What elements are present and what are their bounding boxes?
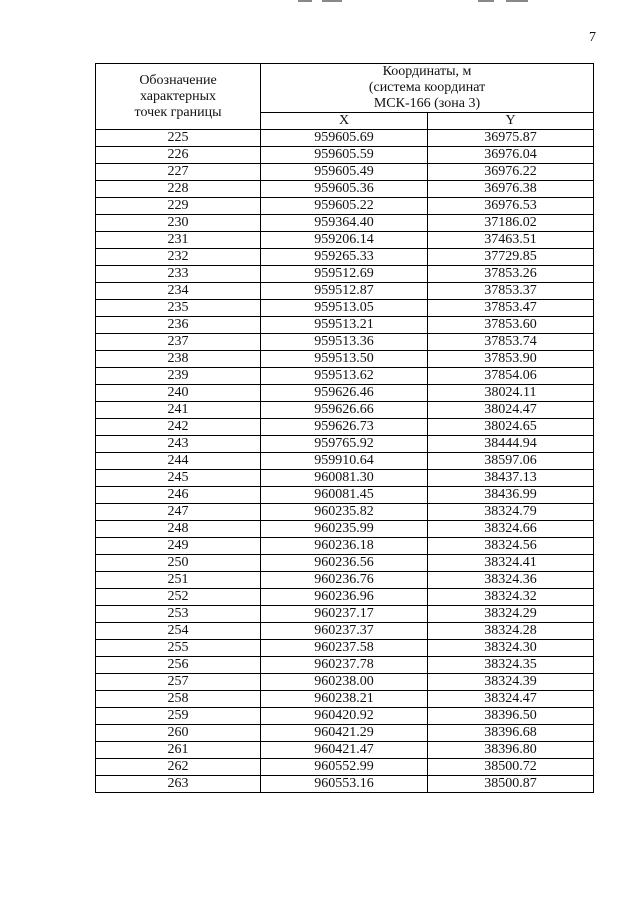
point-cell: 254 xyxy=(96,623,261,640)
point-cell: 245 xyxy=(96,470,261,487)
table-row xyxy=(96,572,594,589)
point-cell: 244 xyxy=(96,453,261,470)
y-cell: 38024.47 xyxy=(428,402,594,419)
x-cell: 960235.99 xyxy=(261,521,428,538)
table-row xyxy=(96,606,594,623)
table-row xyxy=(96,640,594,657)
point-cell: 239 xyxy=(96,368,261,385)
table-row xyxy=(96,725,594,742)
point-cell: 237 xyxy=(96,334,261,351)
table-row xyxy=(96,402,594,419)
y-cell: 38324.36 xyxy=(428,572,594,589)
table-row xyxy=(96,470,594,487)
x-cell: 960237.78 xyxy=(261,657,428,674)
point-cell: 229 xyxy=(96,198,261,215)
table-row xyxy=(96,300,594,317)
y-cell: 37854.06 xyxy=(428,368,594,385)
point-cell: 240 xyxy=(96,385,261,402)
top-scan-marks xyxy=(0,0,640,6)
point-cell: 259 xyxy=(96,708,261,725)
point-cell: 233 xyxy=(96,266,261,283)
x-cell: 959605.69 xyxy=(261,130,428,147)
y-cell: 37853.26 xyxy=(428,266,594,283)
y-cell: 36976.38 xyxy=(428,181,594,198)
point-cell: 243 xyxy=(96,436,261,453)
y-cell: 38324.30 xyxy=(428,640,594,657)
y-cell: 38597.06 xyxy=(428,453,594,470)
table-row xyxy=(96,776,594,793)
y-cell: 37853.60 xyxy=(428,317,594,334)
y-cell: 38396.50 xyxy=(428,708,594,725)
y-cell: 37853.37 xyxy=(428,283,594,300)
point-cell: 249 xyxy=(96,538,261,555)
table-row xyxy=(96,334,594,351)
y-cell: 38396.68 xyxy=(428,725,594,742)
point-cell: 230 xyxy=(96,215,261,232)
x-cell: 959910.64 xyxy=(261,453,428,470)
x-cell: 960421.29 xyxy=(261,725,428,742)
x-cell: 960081.30 xyxy=(261,470,428,487)
x-cell: 959513.36 xyxy=(261,334,428,351)
coordinates-table xyxy=(95,63,594,793)
table-row xyxy=(96,487,594,504)
x-cell: 960236.18 xyxy=(261,538,428,555)
y-cell: 38324.35 xyxy=(428,657,594,674)
point-cell: 253 xyxy=(96,606,261,623)
x-cell: 959626.46 xyxy=(261,385,428,402)
point-cell: 260 xyxy=(96,725,261,742)
table-row xyxy=(96,368,594,385)
y-cell: 38437.13 xyxy=(428,470,594,487)
x-cell: 959265.33 xyxy=(261,249,428,266)
y-cell: 38444.94 xyxy=(428,436,594,453)
table-row xyxy=(96,130,594,147)
y-cell: 37186.02 xyxy=(428,215,594,232)
table-row xyxy=(96,742,594,759)
table-row xyxy=(96,436,594,453)
table-row xyxy=(96,759,594,776)
x-cell: 959605.22 xyxy=(261,198,428,215)
x-cell: 960421.47 xyxy=(261,742,428,759)
y-cell: 36976.04 xyxy=(428,147,594,164)
y-cell: 38436.99 xyxy=(428,487,594,504)
point-cell: 248 xyxy=(96,521,261,538)
table-row xyxy=(96,249,594,266)
y-cell: 37729.85 xyxy=(428,249,594,266)
table-row xyxy=(96,317,594,334)
x-cell: 959605.59 xyxy=(261,147,428,164)
x-cell: 960236.56 xyxy=(261,555,428,572)
x-cell: 960236.96 xyxy=(261,589,428,606)
x-cell: 959765.92 xyxy=(261,436,428,453)
y-cell: 37463.51 xyxy=(428,232,594,249)
x-cell: 960552.99 xyxy=(261,759,428,776)
table-row xyxy=(96,198,594,215)
point-cell: 227 xyxy=(96,164,261,181)
table-row xyxy=(96,521,594,538)
table-row xyxy=(96,453,594,470)
y-cell: 37853.90 xyxy=(428,351,594,368)
table-row xyxy=(96,147,594,164)
y-cell: 38500.72 xyxy=(428,759,594,776)
table-row xyxy=(96,657,594,674)
point-cell: 257 xyxy=(96,674,261,691)
x-cell: 959512.69 xyxy=(261,266,428,283)
table-row xyxy=(96,538,594,555)
y-cell: 38024.65 xyxy=(428,419,594,436)
x-cell: 959364.40 xyxy=(261,215,428,232)
point-cell: 225 xyxy=(96,130,261,147)
table-row xyxy=(96,351,594,368)
y-cell: 38324.79 xyxy=(428,504,594,521)
table-row xyxy=(96,555,594,572)
point-cell: 261 xyxy=(96,742,261,759)
point-cell: 231 xyxy=(96,232,261,249)
table-row xyxy=(96,266,594,283)
x-cell: 959512.87 xyxy=(261,283,428,300)
point-cell: 263 xyxy=(96,776,261,793)
point-cell: 232 xyxy=(96,249,261,266)
y-column-header: Y xyxy=(428,113,594,130)
x-cell: 959605.49 xyxy=(261,164,428,181)
y-cell: 38324.56 xyxy=(428,538,594,555)
point-cell: 255 xyxy=(96,640,261,657)
table-row xyxy=(96,385,594,402)
table-row xyxy=(96,164,594,181)
y-cell: 37853.74 xyxy=(428,334,594,351)
table-row xyxy=(96,215,594,232)
x-cell: 959513.05 xyxy=(261,300,428,317)
y-cell: 38324.66 xyxy=(428,521,594,538)
x-cell: 960236.76 xyxy=(261,572,428,589)
point-cell: 226 xyxy=(96,147,261,164)
point-cell: 241 xyxy=(96,402,261,419)
y-cell: 36976.53 xyxy=(428,198,594,215)
table-row xyxy=(96,691,594,708)
point-cell: 258 xyxy=(96,691,261,708)
table-row xyxy=(96,181,594,198)
y-cell: 37853.47 xyxy=(428,300,594,317)
x-cell: 960238.21 xyxy=(261,691,428,708)
x-cell: 959206.14 xyxy=(261,232,428,249)
x-cell: 960237.58 xyxy=(261,640,428,657)
y-cell: 38324.28 xyxy=(428,623,594,640)
table-row xyxy=(96,232,594,249)
point-cell: 256 xyxy=(96,657,261,674)
point-cell: 235 xyxy=(96,300,261,317)
point-cell: 247 xyxy=(96,504,261,521)
point-cell: 238 xyxy=(96,351,261,368)
point-cell: 250 xyxy=(96,555,261,572)
y-cell: 38324.41 xyxy=(428,555,594,572)
x-cell: 960420.92 xyxy=(261,708,428,725)
table-row xyxy=(96,708,594,725)
table-row xyxy=(96,674,594,691)
x-cell: 960237.37 xyxy=(261,623,428,640)
y-cell: 38500.87 xyxy=(428,776,594,793)
point-cell: 228 xyxy=(96,181,261,198)
coordinates-header: Координаты, м (система координат МСК-166 (зона 3) xyxy=(261,64,594,113)
table-row xyxy=(96,283,594,300)
x-cell: 960235.82 xyxy=(261,504,428,521)
x-cell: 960237.17 xyxy=(261,606,428,623)
point-cell: 262 xyxy=(96,759,261,776)
point-cell: 246 xyxy=(96,487,261,504)
x-cell: 959626.66 xyxy=(261,402,428,419)
point-cell: 252 xyxy=(96,589,261,606)
x-column-header: X xyxy=(261,113,428,130)
point-cell: 236 xyxy=(96,317,261,334)
point-cell: 242 xyxy=(96,419,261,436)
x-cell: 960238.00 xyxy=(261,674,428,691)
y-cell: 38024.11 xyxy=(428,385,594,402)
y-cell: 38324.39 xyxy=(428,674,594,691)
point-cell: 234 xyxy=(96,283,261,300)
page-number: 7 xyxy=(589,30,596,45)
x-cell: 959513.62 xyxy=(261,368,428,385)
y-cell: 38324.47 xyxy=(428,691,594,708)
x-cell: 960553.16 xyxy=(261,776,428,793)
y-cell: 36976.22 xyxy=(428,164,594,181)
x-cell: 960081.45 xyxy=(261,487,428,504)
table-row xyxy=(96,504,594,521)
point-cell: 251 xyxy=(96,572,261,589)
y-cell: 38324.32 xyxy=(428,589,594,606)
x-cell: 959513.21 xyxy=(261,317,428,334)
x-cell: 959605.36 xyxy=(261,181,428,198)
table-row xyxy=(96,419,594,436)
table-row xyxy=(96,623,594,640)
table-row xyxy=(96,589,594,606)
point-designation-header: Обозначение характерных точек границы xyxy=(96,64,261,130)
y-cell: 38324.29 xyxy=(428,606,594,623)
x-cell: 959513.50 xyxy=(261,351,428,368)
x-cell: 959626.73 xyxy=(261,419,428,436)
y-cell: 36975.87 xyxy=(428,130,594,147)
y-cell: 38396.80 xyxy=(428,742,594,759)
